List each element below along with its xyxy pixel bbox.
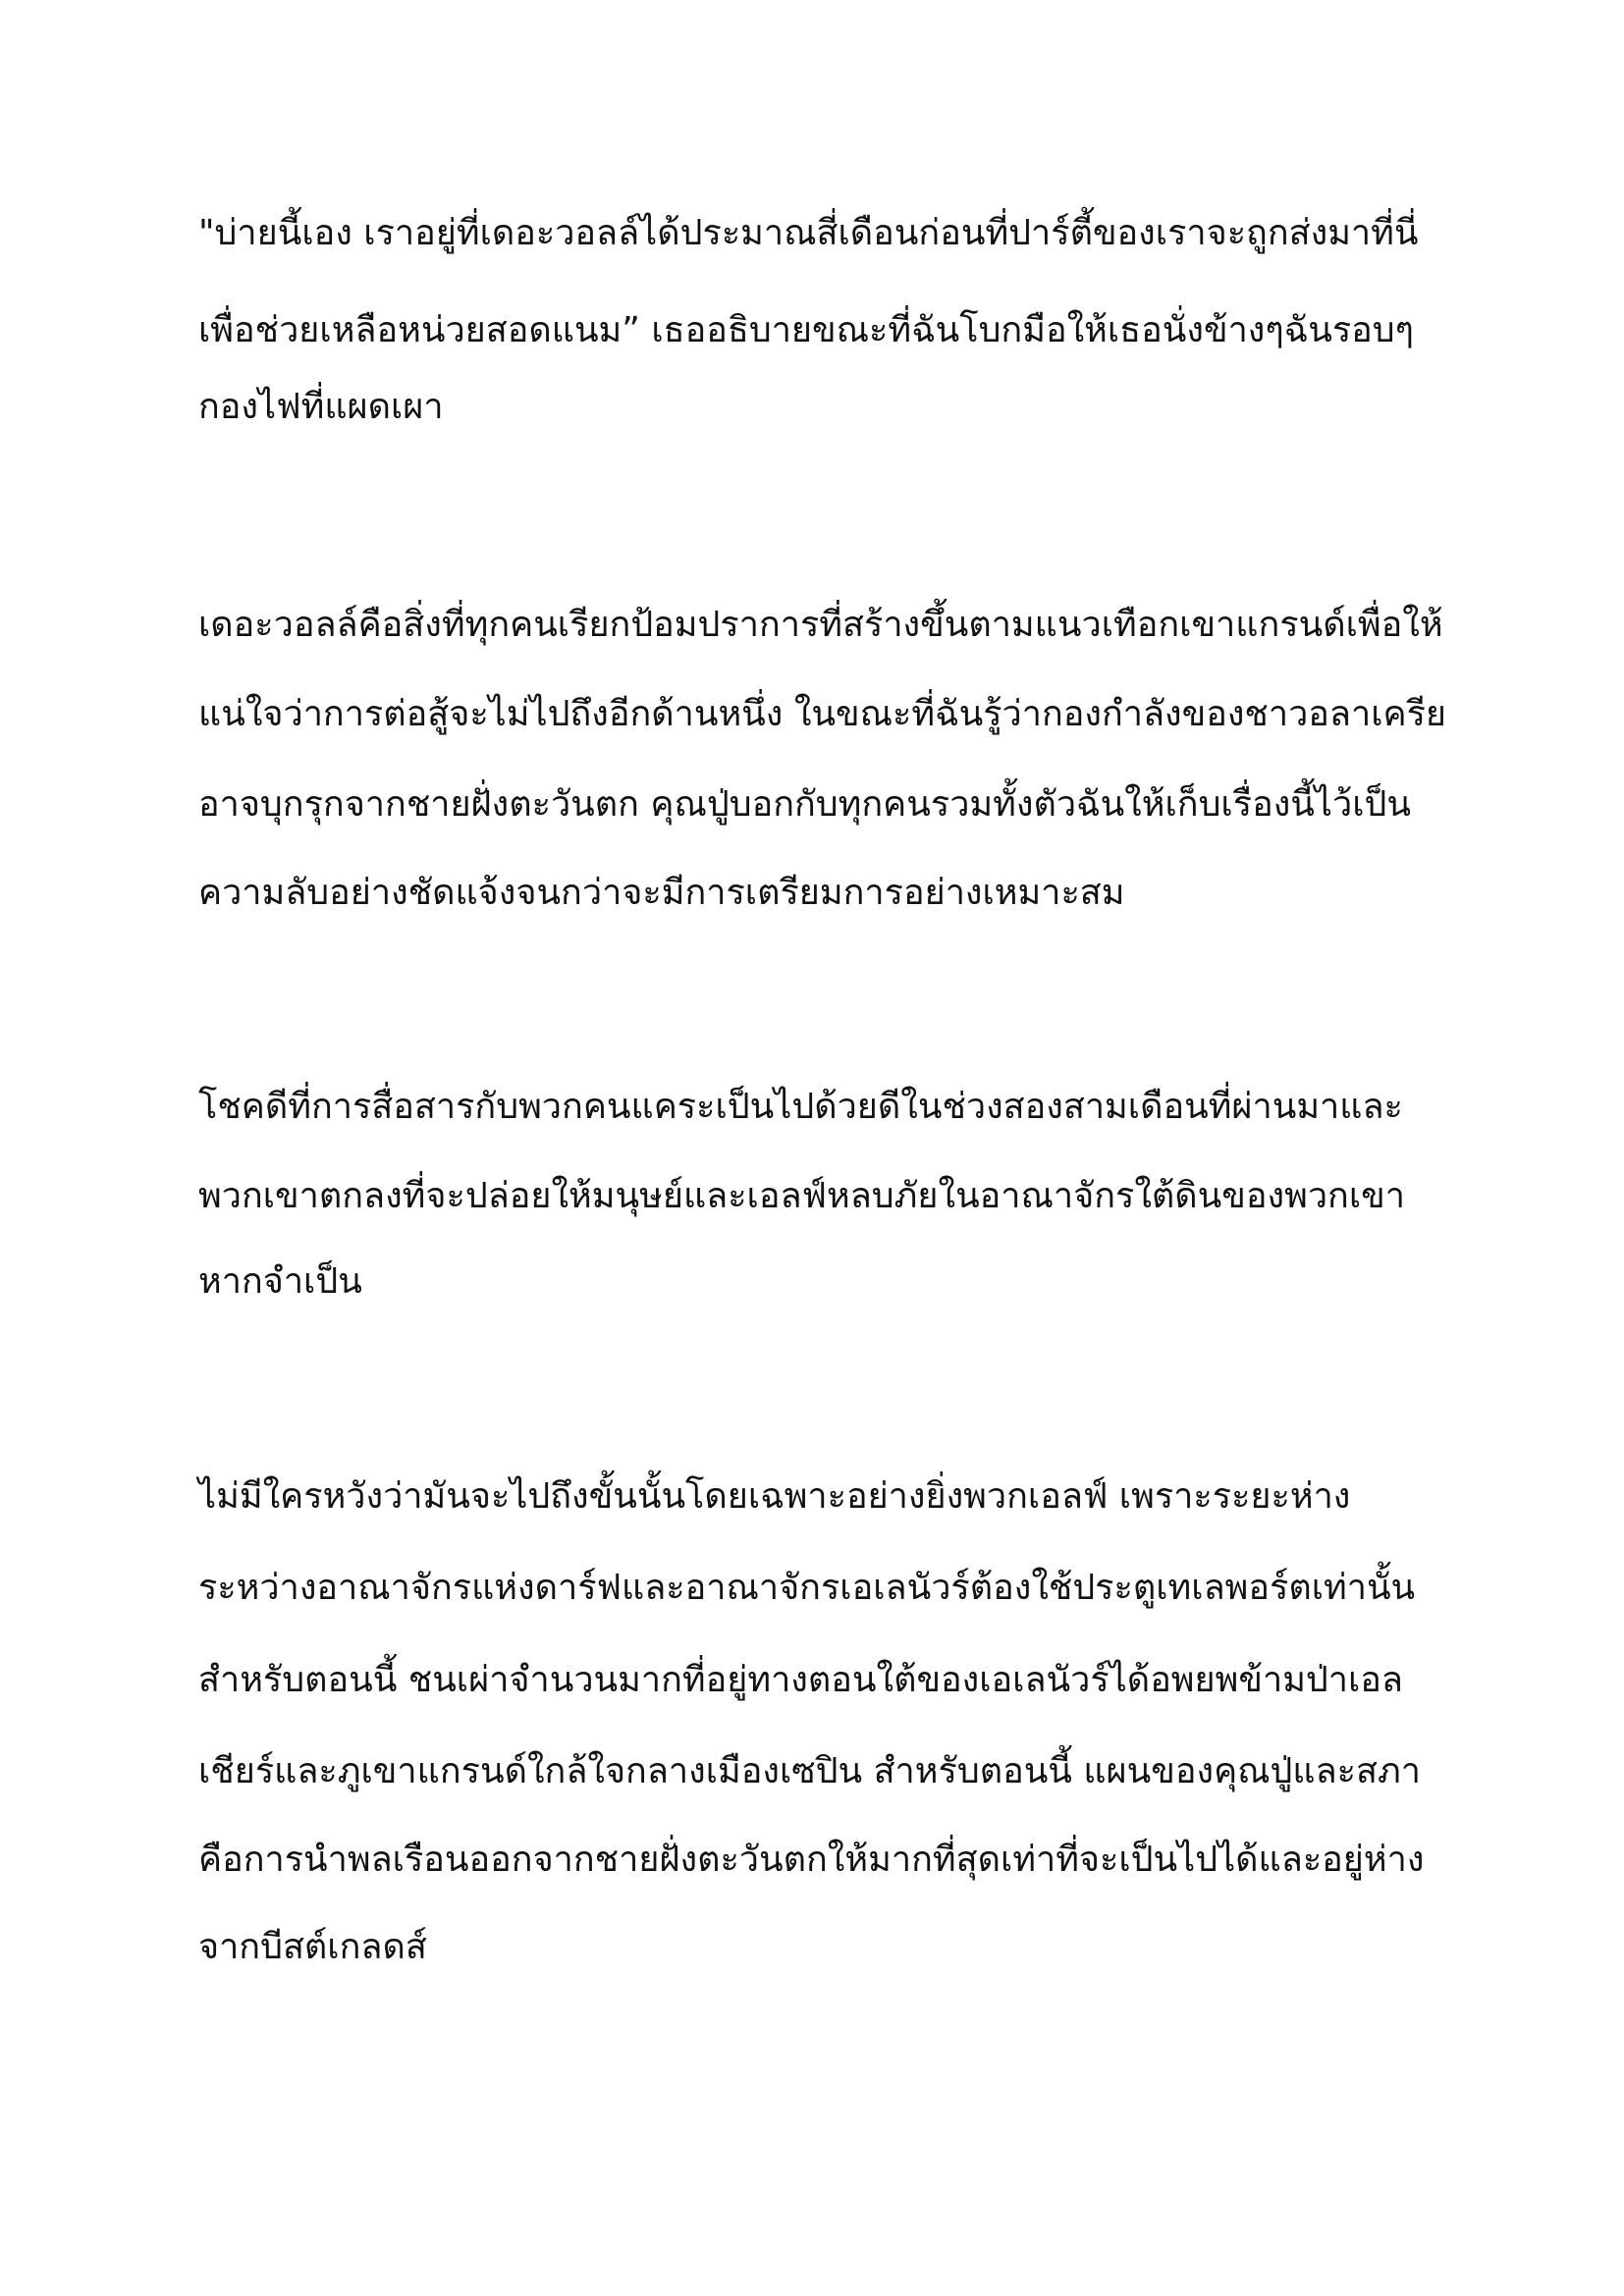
paragraph-line: โชคดีที่การสื่อสารกับพวกคนแคระเป็นไปด้วยดีในช่วงสองสามเดือนที่ผ่านมาและ — [198, 1087, 1403, 1127]
paragraph-line: แน่ใจว่าการต่อสู้จะไม่ไปถึงอีกด้านหนึ่ง ในขณะที่ฉันรู้ว่ากองกำลังของชาวอลาเครีย — [198, 694, 1447, 734]
paragraph-line: "บ่ายนี้เอง เราอยู่ที่เดอะวอลล์ได้ประมาณสี่เดือนก่อนที่ปาร์ตี้ของเราจะถูกส่งมาที่นี่ — [198, 213, 1419, 253]
paragraph-line: อาจบุกรุกจากชายฝั่งตะวันตก คุณปู่บอกกับทุกคนรวมทั้งตัวฉันให้เก็บเรื่องนี้ไว้เป็น — [198, 784, 1411, 825]
paragraph-line: เดอะวอลล์คือสิ่งที่ทุกคนเรียกป้อมปราการที่สร้างขึ้นตามแนวเทือกเขาแกรนด์เพื่อให้ — [198, 605, 1443, 645]
paragraph-line: หากจำเป็น — [198, 1261, 362, 1302]
paragraph-line: ความลับอย่างชัดแจ้งจนกว่าจะมีการเตรียมการอย่างเหมาะสม — [198, 873, 1125, 913]
paragraph-line: จากบีสต์เกลดส์ — [198, 1927, 427, 1967]
paragraph-line: กองไฟที่แผดเผา — [198, 387, 444, 427]
paragraph-line: ไม่มีใครหวังว่ามันจะไปถึงขั้นนั้นโดยเฉพาะอย่างยิ่งพวกเอลฟ์ เพราะระยะห่าง — [198, 1476, 1351, 1517]
paragraph-line: พวกเขาตกลงที่จะปล่อยให้มนุษย์และเอลฟ์หลบภัยในอาณาจักรใต้ดินของพวกเขา — [198, 1176, 1405, 1216]
paragraph-line: สำหรับตอนนี้ ชนเผ่าจำนวนมากที่อยู่ทางตอนใต้ของเอเลนัวร์ได้อพยพข้ามป่าเอล — [198, 1660, 1403, 1700]
paragraph-line: ระหว่างอาณาจักรแห่งดาร์ฟและอาณาจักรเอเลนัวร์ต้องใช้ประตูเทเลพอร์ตเท่านั้น — [198, 1568, 1416, 1608]
paragraph-line: คือการนำพลเรือนออกจากชายฝั่งตะวันตกให้มากที่สุดเท่าที่จะเป็นไปได้และอยู่ห่าง — [198, 1840, 1425, 1880]
paragraph-line: เพื่อช่วยเหลือหน่วยสอดแนม” เธออธิบายขณะที่ฉันโบกมือให้เธอนั่งข้างๆฉันรอบๆ — [198, 310, 1414, 350]
paragraph-line: เชียร์และภูเขาแกรนด์ใกล้ใจกลางเมืองเซปิน สำหรับตอนนี้ แผนของคุณปู่และสภา — [198, 1751, 1421, 1791]
